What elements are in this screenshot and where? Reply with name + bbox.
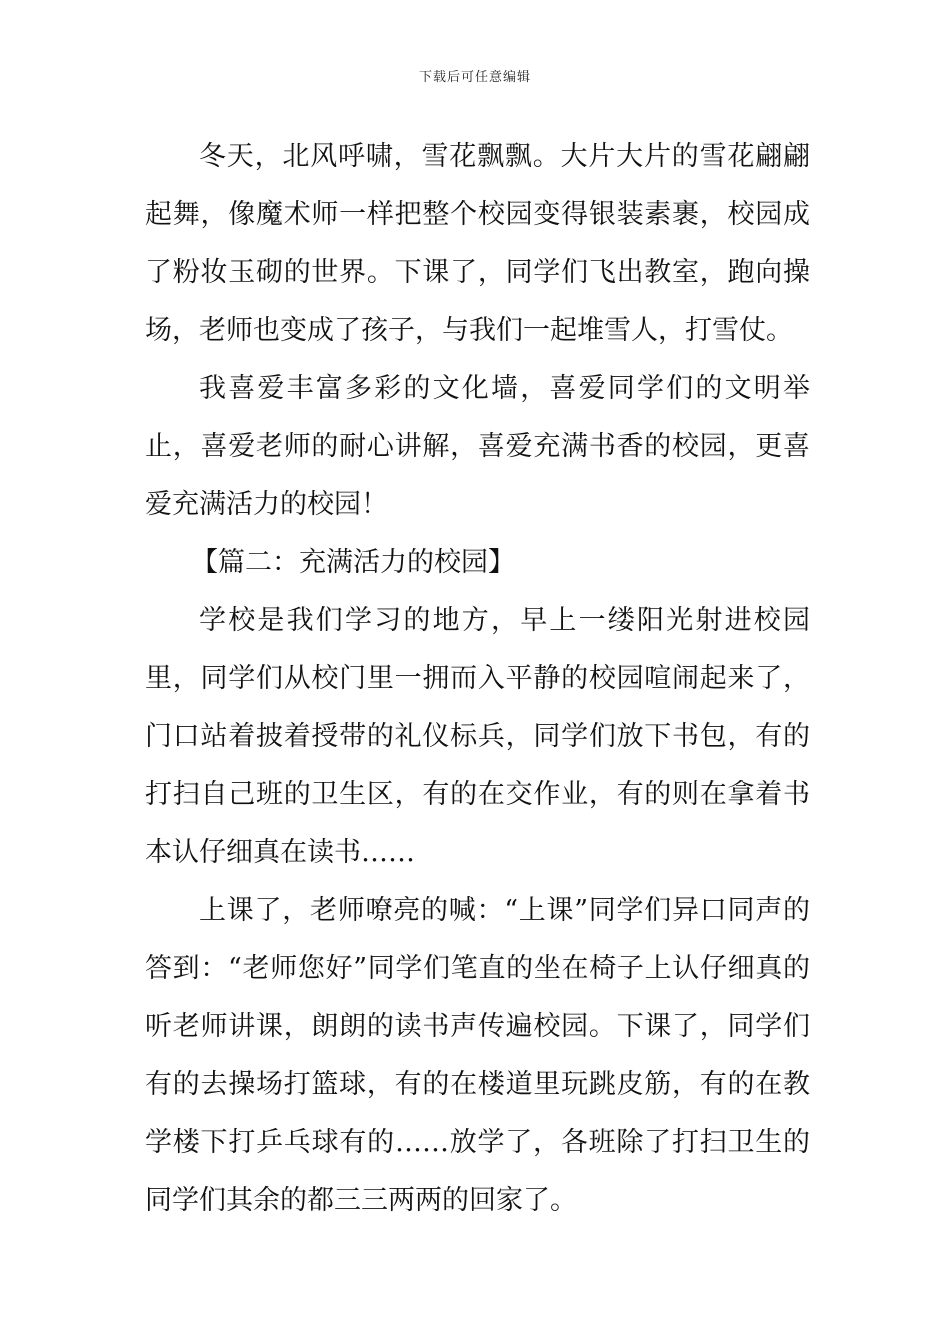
paragraph-morning: 学校是我们学习的地方，早上一缕阳光射进校园里，同学们从校门里一拥而入平静的校园喧闹起来了，门口站着披着授带的礼仪标兵，同学们放下书包，有的打扫自己班的卫生区，有的在交作业，有的则在拿着书本认仔细真在读书…… — [145, 605, 810, 868]
section-heading: 【篇二：充满活力的校园】 — [191, 547, 515, 578]
document-body — [145, 128, 810, 1230]
paragraph-winter: 冬天，北风呼啸，雪花飘飘。大片大片的雪花翩翩起舞，像魔术师一样把整个校园变得银装素裹，校园成了粉妆玉砌的世界。下课了，同学们飞出教室，跑向操场，老师也变成了孩子，与我们一起堆雪人，打雪仗。 — [145, 141, 810, 346]
paragraph-love-campus: 我喜爱丰富多彩的文化墙，喜爱同学们的文明举止，喜爱老师的耐心讲解，喜爱充满书香的校园，更喜爱充满活力的校园！ — [145, 373, 810, 520]
paragraph-class-time: 上课了，老师嘹亮的喊：“上课”同学们异口同声的答到：“老师您好”同学们笔直的坐在椅子上认仔细真的听老师讲课，朗朗的读书声传遍校园。下课了，同学们有的去操场打篮球，有的在楼道里玩跳皮筋，有的在教学楼下打乒乓球有的……放学了，各班除了打扫卫生的同学们其余的都三三两两的回家了。 — [145, 895, 810, 1216]
page-header: 下载后可任意编辑 — [418, 70, 531, 85]
